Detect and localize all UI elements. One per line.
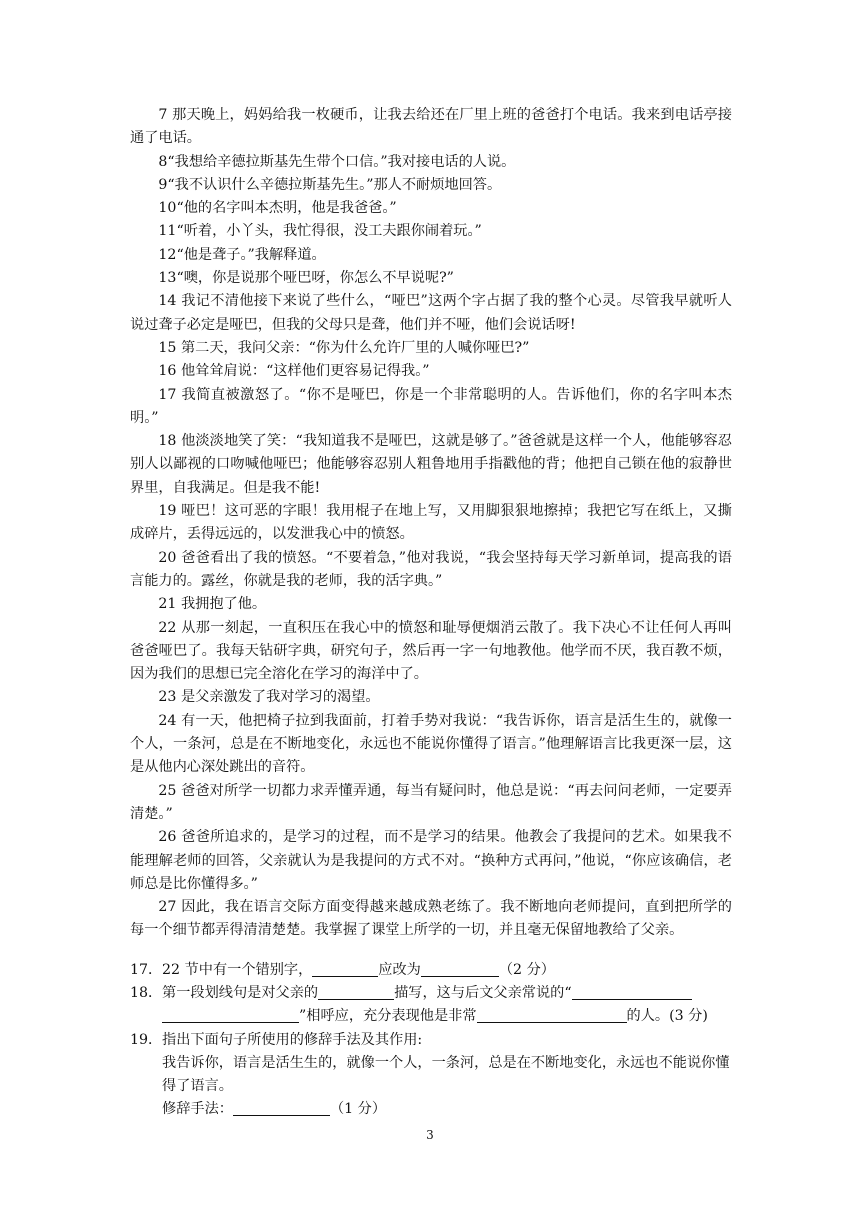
question-number: 17． xyxy=(130,961,163,978)
question-18-text-2: 描写，这与后文父亲常说的“ xyxy=(394,984,572,1001)
question-text xyxy=(162,982,732,1029)
paragraph-20: 20 爸爸看出了我的愤怒。“不要着急，”他对我说，“我会坚持每天学习新单词，提高我的语言能力的。露丝，你就是我的老师，我的活字典。” xyxy=(130,549,732,589)
question-17 xyxy=(130,959,732,982)
question-17-text-2: 应改为 xyxy=(378,961,421,978)
question-number: 19． xyxy=(130,1031,163,1048)
rhetoric-label: 修辞手法： xyxy=(162,1101,233,1118)
answer-blank-description-type[interactable] xyxy=(318,983,394,1000)
paragraph-16: 16 他耸耸肩说：“这样他们更容易记得我。” xyxy=(158,363,430,380)
paragraph-27: 27 因此，我在语言交际方面变得越来越成熟老练了。我不断地向老师提问，直到把所学的每一个细节都弄得清清楚楚。我掌握了课堂上所学的一切，并且毫无保留地教给了父亲。 xyxy=(130,899,732,939)
answer-blank-quote-part-1[interactable] xyxy=(572,983,692,1000)
paragraph-25: 25 爸爸对所学一切都力求弄懂弄通，每当有疑问时，他总是说：“再去问问老师，一定要弄清楚。” xyxy=(130,782,732,822)
paragraph-21: 21 我拥抱了他。 xyxy=(158,596,267,613)
paragraph-9: 9“我不认识什么辛德拉斯基先生。”那人不耐烦地回答。 xyxy=(158,176,502,193)
question-18 xyxy=(130,982,732,1029)
answer-blank-quote-part-2[interactable] xyxy=(162,1006,299,1023)
question-19-answer-line xyxy=(130,1098,732,1121)
paragraph-11: 11“听着，小丫头，我忙得很，没工夫跟你闹着玩。” xyxy=(158,223,482,240)
question-19-quote: 我告诉你，语言是活生生的，就像一个人，一条河，总是在不断地变化，永远也不能说你懂得了语言。 xyxy=(162,1054,730,1095)
question-18-score: 的人。(3 分) xyxy=(626,1008,708,1025)
paragraph-24: 24 有一天，他把椅子拉到我面前，打着手势对我说：“我告诉你，语言是活生生的，就像一个人，一条河，总是在不断地变化，永远也不能说你懂得了语言。”他理解语言比我更深一层，这是从他内心深处跳出的音符。 xyxy=(130,712,732,776)
question-text xyxy=(162,959,732,982)
questions-section xyxy=(130,959,732,1122)
answer-blank-wrong-char[interactable] xyxy=(312,960,378,977)
question-text: 指出下面句子所使用的修辞手法及其作用: xyxy=(162,1031,423,1048)
paragraph-14: 14 我记不清他接下来说了些什么，“哑巴”这两个字占据了我的整个心灵。尽管我早就听人说过聋子必定是哑巴，但我的父母只是聋，他们并不哑，他们会说话呀! xyxy=(130,293,732,333)
question-17-score: （2 分） xyxy=(498,961,555,978)
question-18-text-3: ”相呼应，充分表现他是非常 xyxy=(299,1008,477,1025)
reading-passage xyxy=(130,104,732,1122)
paragraph-26: 26 爸爸所追求的，是学习的过程，而不是学习的结果。他教会了我提问的艺术。如果我不能理解老师的回答，父亲就认为是我提问的方式不对。“换种方式再问，”他说，“你应该确信，老师总是比你懂得多。” xyxy=(130,829,732,892)
question-19-score: （1 分） xyxy=(329,1101,387,1118)
paragraph-10: 10“他的名字叫本杰明，他是我爸爸。” xyxy=(158,200,397,217)
question-number: 18． xyxy=(130,984,163,1001)
question-18-text-1: 第一段划线句是对父亲的 xyxy=(162,984,319,1001)
paragraph-15: 15 第二天，我问父亲：“你为什么允许厂里的人喊你哑巴?” xyxy=(158,339,530,356)
paragraph-7: 7 那天晚上，妈妈给我一枚硬币，让我去给还在厂里上班的爸爸打个电话。我来到电话亭接通了电话。 xyxy=(130,107,732,147)
paragraph-8: 8“我想给辛德拉斯基先生带个口信。”我对接电话的人说。 xyxy=(158,153,516,170)
paragraph-23: 23 是父亲激发了我对学习的渴望。 xyxy=(158,689,380,706)
page-number: 3 xyxy=(426,1128,434,1142)
paragraph-19: 19 哑巴！这可恶的字眼！我用棍子在地上写，又用脚狠狠地擦掉；我把它写在纸上，又撕成碎片，丢得远远的，以发泄我心中的愤怒。 xyxy=(130,503,732,543)
question-17-text-1: 22 节中有一个错别字， xyxy=(162,961,313,978)
answer-blank-rhetoric[interactable] xyxy=(233,1099,330,1116)
paragraph-22: 22 从那一刻起，一直积压在我心中的愤怒和耻辱便烟消云散了。我下决心不让任何人再叫爸爸哑巴了。我每天钻研字典，研究句子，然后再一字一句地教他。他学而不厌，我百教不烦，因为我们的思想已完全溶化在学习的海洋中了。 xyxy=(130,619,732,683)
answer-blank-correct-char[interactable] xyxy=(421,960,499,977)
question-19 xyxy=(130,1029,732,1052)
paragraph-17: 17 我简直被激怒了。“你不是哑巴，你是一个非常聪明的人。告诉他们，你的名字叫本杰明。” xyxy=(130,386,732,426)
answer-blank-character-trait[interactable] xyxy=(477,1006,627,1023)
paragraph-18: 18 他淡淡地笑了笑：“我知道我不是哑巴，这就是够了。”爸爸就是这样一个人，他能够容忍别人以鄙视的口吻喊他哑巴；他能够容忍别人粗鲁地用手指戳他的背；他把自己锁在他的寂静世界里，自我满足。但是我不能! xyxy=(130,433,732,496)
paragraph-12: 12“他是聋子。”我解释道。 xyxy=(158,246,326,263)
paragraph-13: 13“噢，你是说那个哑巴呀，你怎么不早说呢?” xyxy=(158,270,454,287)
